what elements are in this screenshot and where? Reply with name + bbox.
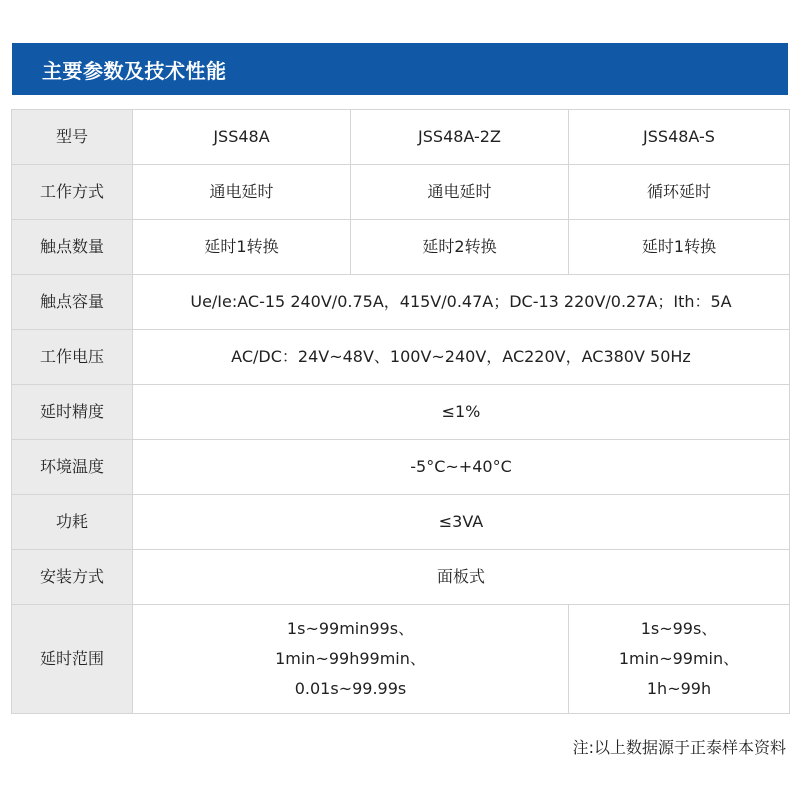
row-label-accuracy: 延时精度 [12, 385, 133, 440]
delay-range-left-line-3: 0.01s~99.99s [294, 679, 407, 698]
table-row-accuracy [12, 385, 790, 440]
model-cell-1: JSS48A [133, 110, 351, 165]
table-row-voltage [12, 330, 790, 385]
delay-range-left-line-1: 1s~99min99s、 [286, 619, 415, 638]
section-title: 主要参数及技术性能 [42, 58, 227, 83]
model-cell-3: JSS48A-S [569, 110, 790, 165]
work-mode-cell-2: 通电延时 [351, 165, 569, 220]
contact-count-cell-3: 延时1转换 [569, 220, 790, 275]
section-header-banner [12, 43, 788, 95]
spec-table [11, 109, 790, 714]
table-row-delay-range [12, 605, 790, 714]
delay-range-left-line-2: 1min~99h99min、 [275, 649, 426, 668]
delay-range-left [133, 605, 569, 714]
row-label-contact-capacity: 触点容量 [12, 275, 133, 330]
contact-count-cell-2: 延时2转换 [351, 220, 569, 275]
row-label-model: 型号 [12, 110, 133, 165]
row-label-power: 功耗 [12, 495, 133, 550]
row-label-temperature: 环境温度 [12, 440, 133, 495]
table-row-temperature [12, 440, 790, 495]
contact-count-cell-1: 延时1转换 [133, 220, 351, 275]
temperature-value: -5°C~+40°C [133, 440, 790, 495]
work-mode-cell-3: 循环延时 [569, 165, 790, 220]
row-label-delay-range: 延时范围 [12, 605, 133, 714]
footnote: 注:以上数据源于正泰样本资料 [572, 738, 786, 757]
table-row-power [12, 495, 790, 550]
delay-range-right [569, 605, 790, 714]
delay-range-right-line-1: 1s~99s、 [640, 619, 718, 638]
accuracy-value: ≤1% [133, 385, 790, 440]
table-row-model [12, 110, 790, 165]
row-label-mounting: 安装方式 [12, 550, 133, 605]
row-label-voltage: 工作电压 [12, 330, 133, 385]
power-value: ≤3VA [133, 495, 790, 550]
table-row-work-mode [12, 165, 790, 220]
model-cell-2: JSS48A-2Z [351, 110, 569, 165]
table-row-contact-capacity [12, 275, 790, 330]
table-row-mounting [12, 550, 790, 605]
contact-capacity-value: Ue/Ie:AC-15 240V/0.75A，415V/0.47A；DC-13 220V/0.27A；Ith：5A [133, 275, 790, 330]
table-row-contact-count [12, 220, 790, 275]
delay-range-right-line-2: 1min~99min、 [618, 649, 740, 668]
mounting-value: 面板式 [133, 550, 790, 605]
work-mode-cell-1: 通电延时 [133, 165, 351, 220]
row-label-contact-count: 触点数量 [12, 220, 133, 275]
row-label-work-mode: 工作方式 [12, 165, 133, 220]
delay-range-right-line-3: 1h~99h [646, 679, 712, 698]
voltage-value: AC/DC：24V~48V、100V~240V，AC220V，AC380V 50Hz [133, 330, 790, 385]
